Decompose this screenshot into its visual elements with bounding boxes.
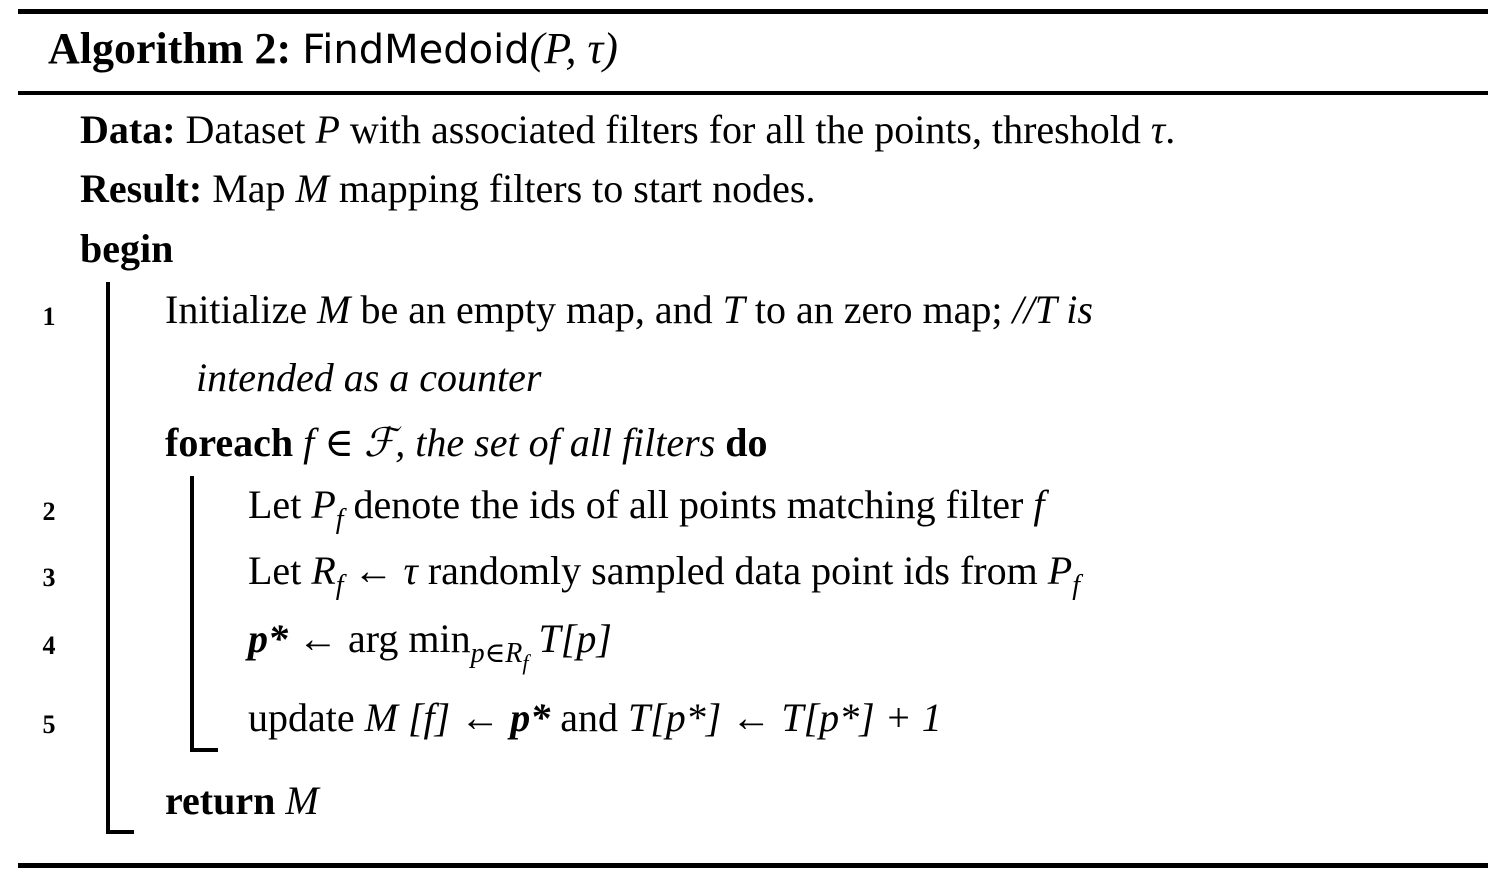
data-text: with associated filters for all the points, threshold xyxy=(349,107,1141,152)
line-number: 4 xyxy=(42,631,56,660)
argmin-subscript xyxy=(470,638,529,675)
algorithm-title xyxy=(48,24,618,73)
argmin-operator: arg min xyxy=(348,616,471,661)
var-p-star: p* xyxy=(248,616,288,661)
subsubscript: f xyxy=(522,650,529,675)
header-rule xyxy=(18,91,1488,95)
line-2 xyxy=(248,482,1045,535)
begin-block-bar xyxy=(106,282,110,834)
var-m: M xyxy=(295,166,329,211)
left-arrow: ← xyxy=(353,548,394,593)
begin-keyword: begin xyxy=(80,226,174,271)
do-keyword: do xyxy=(725,420,768,465)
subscript: f xyxy=(335,504,344,535)
begin-block-foot xyxy=(106,830,134,834)
line-text: be an empty map, and xyxy=(360,287,713,332)
map-expression: M [f] xyxy=(364,695,451,740)
subscript: p∈R xyxy=(470,638,523,669)
var-p: P xyxy=(311,482,336,527)
result-text: Map xyxy=(212,166,286,211)
line-number: 3 xyxy=(42,563,56,592)
line-text: update xyxy=(248,695,355,740)
data-text: Dataset xyxy=(185,107,306,152)
line-4 xyxy=(248,616,612,675)
foreach-description: , the set of all filters xyxy=(395,420,716,465)
var-p: P xyxy=(315,107,340,152)
subscript: f xyxy=(1072,570,1080,601)
var-r: R xyxy=(311,548,336,593)
var-m: M xyxy=(285,778,319,823)
algorithm-label: Algorithm 2: xyxy=(48,24,292,73)
line-text: denote the ids of all points matching filter xyxy=(353,482,1024,527)
bottom-rule xyxy=(18,863,1488,868)
var-m: M xyxy=(317,287,351,332)
left-arrow: ← xyxy=(731,695,772,740)
line-5 xyxy=(248,695,942,740)
counter-expression: T[p] xyxy=(538,616,612,661)
var-p-star: p* xyxy=(510,695,551,740)
line-text: Initialize xyxy=(165,287,308,332)
var-p: P xyxy=(1047,548,1073,593)
element-of-symbol: ∈ xyxy=(324,420,354,465)
subscript: f xyxy=(335,570,344,601)
foreach-block-foot xyxy=(190,748,218,752)
line-1 xyxy=(165,287,1093,332)
var-tau: τ xyxy=(1150,107,1166,152)
result-text: mapping filters to start nodes. xyxy=(338,166,816,211)
foreach-keyword: foreach xyxy=(165,420,294,465)
result-line xyxy=(80,166,816,211)
line-text: Let xyxy=(248,548,302,593)
line-3 xyxy=(248,548,1080,601)
data-keyword: Data: xyxy=(80,107,176,152)
line-number: 1 xyxy=(42,302,56,331)
var-f: f xyxy=(303,420,315,465)
counter-expression: T[p*] xyxy=(627,695,722,740)
counter-increment: T[p*] + 1 xyxy=(781,695,942,740)
line-text: to an zero map; xyxy=(754,287,1003,332)
return-line xyxy=(165,778,319,823)
line-1-comment-cont: intended as a counter xyxy=(196,355,542,400)
algorithm-params: (P, τ) xyxy=(529,24,618,73)
return-keyword: return xyxy=(165,778,276,823)
data-period: . xyxy=(1165,107,1176,152)
line-number: 5 xyxy=(42,710,56,739)
line-text: randomly sampled data point ids from xyxy=(427,548,1038,593)
var-f: f xyxy=(1033,482,1045,527)
line-number: 2 xyxy=(42,497,56,526)
foreach-line xyxy=(165,420,768,465)
var-t: T xyxy=(722,287,745,332)
comment: //T is xyxy=(1012,287,1093,332)
algorithm-name: FindMedoid xyxy=(302,27,530,73)
top-rule xyxy=(18,9,1488,14)
foreach-block-bar xyxy=(190,476,194,752)
var-tau: τ xyxy=(403,548,418,593)
filter-set-symbol: ℱ xyxy=(363,420,396,465)
result-keyword: Result: xyxy=(80,166,203,211)
line-text: and xyxy=(560,695,618,740)
left-arrow: ← xyxy=(460,695,501,740)
line-text: Let xyxy=(248,482,302,527)
left-arrow: ← xyxy=(298,616,338,661)
data-line xyxy=(80,107,1176,152)
